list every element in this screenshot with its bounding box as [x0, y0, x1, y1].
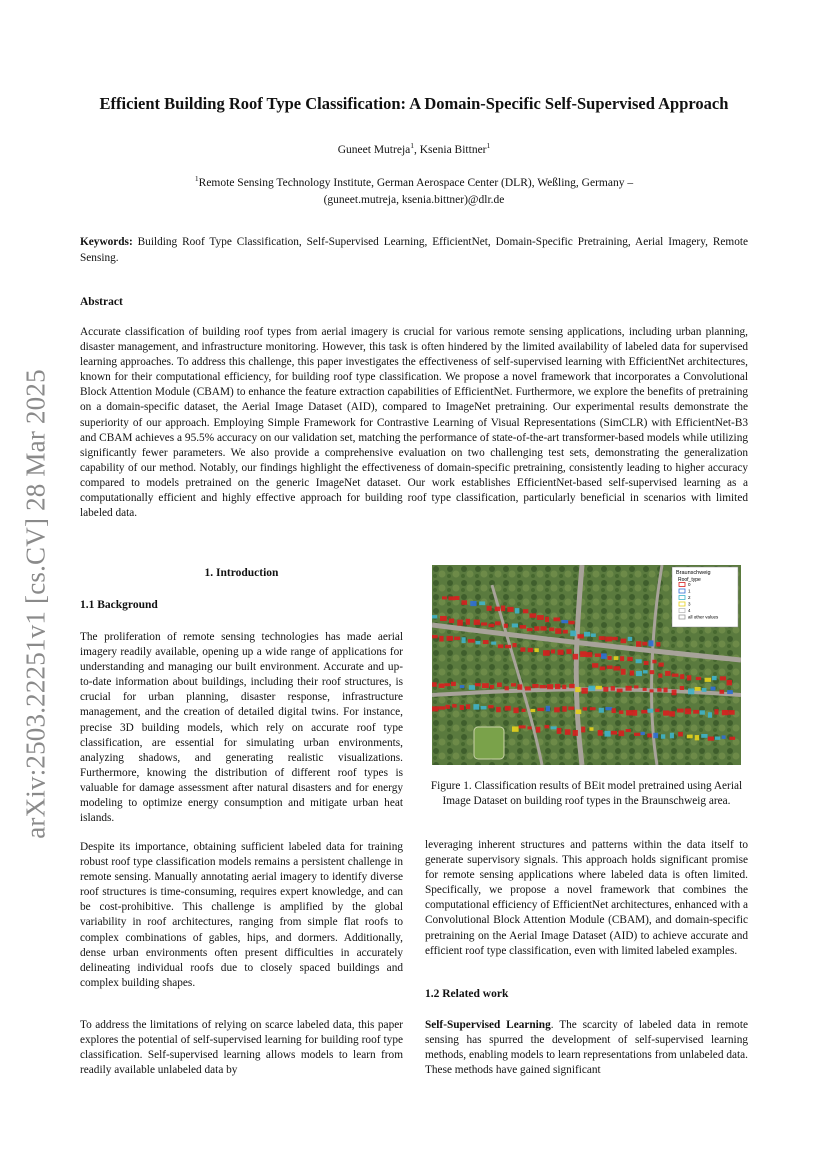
affiliation-mark: 1 — [194, 174, 199, 184]
roof-polygon — [626, 729, 631, 732]
paragraph-related-work-text: . The scarcity of labeled data in remote sensing has spurred the development of self-supervised learning methods, enabling models to learn representations from unlabeled data. These methods have gained significant — [425, 1019, 748, 1077]
roof-polygon — [573, 730, 578, 736]
roof-polygon — [626, 686, 632, 691]
roof-polygon — [525, 686, 531, 690]
roof-polygon — [607, 656, 611, 660]
roof-polygon — [545, 725, 550, 728]
roof-polygon — [664, 688, 668, 693]
roof-polygon — [488, 624, 494, 627]
roof-polygon — [599, 708, 604, 713]
roof-polygon — [627, 657, 632, 661]
roof-polygon — [641, 732, 645, 735]
roof-polygon — [648, 640, 653, 646]
roof-polygon — [652, 660, 656, 664]
roof-polygon — [495, 607, 500, 612]
roof-polygon — [685, 708, 691, 714]
roof-polygon — [495, 621, 501, 625]
roof-polygon — [580, 651, 586, 657]
roof-polygon — [650, 689, 654, 692]
roof-polygon — [658, 673, 662, 677]
roof-polygon — [505, 686, 509, 690]
roof-polygon — [562, 685, 566, 689]
roof-polygon — [605, 637, 612, 642]
roof-polygon — [507, 607, 513, 612]
roof-polygon — [708, 737, 714, 741]
roof-polygon — [727, 680, 732, 685]
roof-polygon — [655, 709, 659, 712]
roof-polygon — [481, 622, 487, 625]
roof-polygon — [650, 670, 655, 674]
roof-polygon — [598, 730, 603, 736]
roof-polygon — [440, 616, 447, 621]
roof-polygon — [551, 649, 555, 653]
roof-polygon — [611, 731, 617, 735]
roof-polygon — [729, 737, 735, 740]
roof-polygon — [705, 678, 711, 682]
roof-polygon — [643, 688, 647, 691]
roof-polygon — [636, 659, 642, 663]
author-1-affil-mark: 1 — [410, 141, 414, 151]
roof-polygon — [566, 649, 571, 654]
legend-item-label: 3 — [688, 601, 691, 607]
roof-polygon — [591, 633, 596, 636]
roof-polygon — [577, 634, 583, 638]
roof-polygon — [497, 683, 502, 687]
roof-polygon — [643, 670, 648, 673]
roof-polygon — [647, 734, 651, 738]
roof-polygon — [568, 621, 574, 625]
legend-item-label: 2 — [688, 595, 691, 600]
roof-polygon — [482, 683, 489, 688]
roof-polygon — [512, 624, 518, 628]
roof-polygon — [534, 626, 539, 631]
roof-polygon — [504, 624, 508, 628]
roof-polygon — [468, 639, 475, 643]
roof-polygon — [505, 706, 511, 711]
roof-polygon — [517, 684, 522, 689]
roof-polygon — [621, 669, 626, 675]
roof-polygon — [630, 670, 634, 675]
roof-polygon — [696, 677, 701, 680]
roof-polygon — [432, 635, 438, 638]
author-separator: , — [414, 144, 420, 156]
roof-polygon — [545, 617, 549, 622]
affiliation-institute: Remote Sensing Technology Institute, German Aerospace Center (DLR), Weßling, Germany – — [198, 177, 634, 189]
roof-polygon — [439, 636, 443, 642]
roof-polygon — [432, 682, 437, 687]
roof-polygon — [583, 707, 587, 710]
roof-polygon — [512, 643, 516, 647]
figure-1-caption: Figure 1. Classification results of BEit model pretrained using Aerial Image Dataset on building roof types in the Braunschweig area. — [430, 780, 743, 808]
roof-polygon — [505, 645, 511, 648]
author-list — [80, 141, 748, 156]
roof-polygon — [555, 628, 561, 634]
roof-polygon — [540, 685, 547, 688]
legend-item-label: 0 — [688, 582, 691, 587]
roof-polygon — [636, 641, 641, 647]
roof-polygon — [599, 636, 605, 640]
roof-polygon — [634, 685, 638, 688]
abstract-text: Accurate classification of building roof types from aerial imagery is crucial for various remote sensing applications, including urban planning, disaster management, and infrastructure monitoring. However, this task is often hindered by the limited availability of labeled data for supervised learning approaches. To address this challenge, this paper investigates the effectiveness of self-supervised learning with EfficientNet architectures, known for their computational efficiency, for building roof type classification. We propose a novel framework that incorporates a Convolutional Block Attention Module (CBAM) to enhance the feature extraction capabilities of EfficientNet. Furthermore, we explore the benefits of pretraining on a domain-specific dataset, the Aerial Image Dataset (AID), compared to ImageNet pretraining. Our experimental results demonstrate the superiority of our approach. Employing Simple Framework for Contrastive Learning of Visual Representations (SimCLR) with EfficientNet-B3 and CBAM achieves a 95.5% accuracy on our validation set, matching the performance of state-of-the-art transformer-based models while utilizing significantly fewer parameters. We also provide a comprehensive evaluation on two challenging test sets, demonstrating the generalization capability of our method. Notably, our findings highlight the effectiveness of domain-specific pretraining, consistently leading to higher accuracy compared to models pretrained on the generic ImageNet dataset. Our work establishes EfficientNet-based self-supervised learning as a computationally efficient and highly effective approach for building roof type classification, particularly beneficial in scenarios with limited labeled data. — [80, 326, 748, 520]
roof-polygon — [432, 615, 437, 618]
aerial-map-image — [432, 565, 741, 765]
roof-polygon — [540, 626, 546, 630]
roof-polygon — [490, 685, 494, 689]
arxiv-sidebar-stamp — [10, 358, 62, 850]
roof-polygon — [613, 666, 620, 670]
roof-polygon — [701, 734, 707, 738]
roof-polygon — [589, 727, 593, 731]
roof-polygon — [601, 653, 607, 658]
roof-polygon — [644, 661, 649, 665]
roof-polygon — [729, 710, 735, 715]
roof-polygon — [562, 706, 566, 711]
roof-polygon — [549, 627, 554, 631]
roof-polygon — [657, 688, 661, 692]
roof-polygon — [714, 709, 718, 714]
roof-polygon — [515, 608, 520, 613]
roof-polygon — [695, 735, 699, 740]
author-2-affil-mark: 1 — [486, 141, 491, 151]
roof-polygon — [451, 682, 456, 686]
roof-polygon — [528, 648, 533, 652]
roof-polygon — [498, 644, 503, 648]
roof-polygon — [522, 709, 526, 712]
roof-polygon — [551, 726, 557, 729]
paper-title: Efficient Building Roof Type Classification: A Domain-Specific Self-Supervised Approach — [99, 94, 729, 113]
roof-polygon — [628, 637, 632, 641]
roof-polygon — [439, 683, 445, 687]
roof-polygon — [619, 710, 624, 714]
roof-polygon — [432, 706, 438, 711]
roof-polygon — [607, 666, 613, 669]
roof-polygon — [647, 709, 653, 713]
roof-polygon — [632, 710, 637, 716]
arxiv-identifier: arXiv:2503.22251v1 [cs.CV] 28 Mar 2025 — [20, 369, 51, 839]
roof-polygon — [534, 648, 538, 652]
map-legend — [672, 567, 738, 627]
roof-polygon — [663, 710, 669, 715]
roof-polygon — [501, 606, 505, 612]
roof-polygon — [442, 596, 447, 599]
subsection-heading-background: 1.1 Background — [80, 599, 158, 611]
roof-polygon — [595, 653, 601, 657]
roof-polygon — [557, 728, 562, 734]
roof-polygon — [720, 676, 726, 680]
roof-polygon — [454, 637, 460, 640]
roof-polygon — [460, 705, 464, 710]
roof-polygon — [445, 705, 449, 709]
legend-item-label: 4 — [688, 608, 691, 613]
roof-polygon — [470, 601, 476, 606]
roof-polygon — [554, 707, 560, 712]
roof-polygon — [452, 704, 456, 708]
roof-polygon — [519, 725, 526, 728]
roof-polygon — [722, 735, 726, 739]
roof-polygon — [642, 642, 647, 646]
roof-polygon — [523, 609, 528, 613]
roof-polygon — [570, 631, 576, 637]
roof-polygon — [445, 683, 450, 686]
roof-polygon — [511, 683, 516, 686]
affiliation-emails: (guneet.mutreja, ksenia.bittner)@dlr.de — [323, 194, 505, 206]
roof-polygon — [532, 684, 538, 688]
roof-polygon — [626, 710, 632, 715]
roof-polygon — [584, 632, 590, 637]
roof-polygon — [665, 671, 670, 676]
roof-polygon — [438, 706, 445, 709]
roof-polygon — [603, 687, 608, 692]
roof-polygon — [727, 690, 733, 694]
roof-polygon — [449, 619, 454, 623]
roof-polygon — [455, 596, 460, 600]
roof-polygon — [527, 726, 531, 729]
roof-polygon — [546, 706, 550, 712]
roof-polygon — [693, 710, 699, 714]
roof-polygon — [617, 689, 623, 693]
roof-polygon — [568, 707, 574, 710]
roof-polygon — [677, 709, 684, 713]
roof-polygon — [575, 687, 580, 692]
author-2: Ksenia Bittner — [419, 144, 487, 156]
legend-item-label: 1 — [688, 588, 691, 594]
roof-polygon — [527, 628, 533, 631]
run-in-heading-ssl: Self-Supervised Learning — [425, 1019, 551, 1031]
roof-polygon — [621, 639, 627, 644]
roof-polygon — [661, 734, 665, 738]
roof-polygon — [461, 600, 467, 605]
roof-polygon — [592, 663, 598, 667]
keywords-label: Keywords: — [80, 236, 133, 248]
roof-polygon — [719, 690, 724, 694]
roof-polygon — [680, 686, 684, 690]
roof-polygon — [715, 736, 721, 739]
roof-polygon — [447, 636, 453, 641]
roof-polygon — [520, 625, 526, 629]
roof-polygon — [474, 620, 480, 625]
roof-polygon — [695, 687, 701, 691]
roof-polygon — [605, 707, 612, 710]
legend-item-label: all other values — [688, 614, 719, 620]
roof-polygon — [688, 688, 694, 694]
legend-title: Braunschweig — [676, 570, 711, 576]
roof-polygon — [588, 686, 595, 691]
roof-polygon — [653, 733, 658, 738]
paragraph-intro-continued: leveraging inherent structures and patterns within the data itself to generate supervisory signals. This approach holds significant promise for remote sensing applications where labeled data is often limited. Specifically, we propose a novel framework that combines the computational efficiency of EfficientNet architectures, enhanced with a Convolutional Block Attention Module (CBAM), and domain-specific pretraining on the Aerial Image Dataset (AID) to achieve accurate and efficient roof type classification, even with limited labeled examples. — [425, 839, 748, 957]
roof-polygon — [466, 619, 470, 625]
roof-polygon — [604, 731, 610, 737]
roof-polygon — [537, 708, 544, 711]
roof-polygon — [576, 709, 582, 714]
roof-polygon — [555, 684, 560, 689]
roof-polygon — [457, 620, 463, 626]
roof-polygon — [536, 727, 541, 733]
roof-polygon — [581, 727, 585, 733]
roof-polygon — [448, 596, 455, 600]
roof-polygon — [553, 617, 560, 621]
paragraph-related-work-1 — [425, 1018, 748, 1078]
affiliation-line-1 — [100, 175, 728, 192]
roof-polygon — [543, 650, 550, 656]
roof-polygon — [687, 675, 691, 680]
roof-polygon — [711, 687, 716, 691]
roof-polygon — [634, 733, 640, 736]
roof-polygon — [708, 712, 712, 717]
roof-polygon — [687, 735, 693, 739]
roof-polygon — [469, 685, 475, 690]
roof-polygon — [479, 601, 485, 605]
author-1: Guneet Mutreja — [337, 144, 411, 156]
roof-polygon — [658, 663, 663, 667]
roof-polygon — [670, 733, 674, 739]
roof-polygon — [563, 630, 568, 634]
section-heading-introduction: 1. Introduction — [204, 567, 279, 579]
roof-polygon — [573, 654, 578, 660]
roof-polygon — [581, 688, 587, 694]
roof-polygon — [488, 705, 493, 708]
roof-polygon — [656, 642, 660, 646]
paragraph-background-3: To address the limitations of relying on scarce labeled data, this paper explores the potential of self-supervised learning for building roof type classification. Self-supervised learning allows models to learn from readily available unlabeled data by — [80, 1019, 403, 1077]
roof-polygon — [619, 730, 625, 736]
roof-polygon — [565, 729, 571, 735]
roof-polygon — [476, 641, 481, 645]
roof-polygon — [669, 711, 675, 716]
subsection-heading-related-work: 1.2 Related work — [425, 988, 509, 1000]
figure-1-aerial-map — [432, 565, 741, 765]
roof-polygon — [586, 652, 592, 657]
roof-polygon — [487, 606, 492, 611]
roof-polygon — [569, 684, 574, 688]
roof-polygon — [547, 684, 553, 689]
roof-polygon — [483, 640, 489, 644]
roof-polygon — [530, 709, 535, 712]
roof-polygon — [612, 708, 616, 713]
roof-polygon — [561, 620, 568, 623]
roof-polygon — [702, 688, 707, 692]
roof-polygon — [460, 685, 465, 688]
roof-polygon — [672, 674, 679, 677]
roof-polygon — [466, 704, 470, 709]
roof-polygon — [700, 710, 705, 714]
roof-polygon — [596, 686, 602, 690]
keywords — [80, 234, 748, 266]
roof-polygon — [590, 707, 596, 710]
legend-subtitle: Roof_type — [678, 577, 701, 583]
roof-polygon — [529, 613, 536, 617]
affiliation — [100, 175, 728, 209]
roof-polygon — [641, 710, 648, 714]
roof-polygon — [475, 683, 481, 686]
paragraph-background-1: The proliferation of remote sensing technologies has made aerial imagery readily available, opening up a wide range of applications for understanding and managing our built environment. Accurate and up-to-date information about buildings, including their roof structures, is crucial for urban planning, disaster response, infrastructure management, and the creation of detailed digital twins. For instance, precise 3D building models, which rely on accurate roof type classification, are essential for simulating urban environments, analyzing shadows, and generating realistic visualizations. Furthermore, knowing the distribution of different roof types is valuable for damage assessment after natural disasters and for energy modeling to optimize energy consumption and mitigate urban heat islands. — [80, 631, 403, 825]
roof-polygon — [481, 706, 487, 709]
abstract-heading: Abstract — [80, 296, 123, 308]
roof-polygon — [636, 671, 642, 676]
roof-polygon — [712, 676, 717, 680]
roof-polygon — [722, 710, 729, 715]
roof-polygon — [496, 707, 501, 712]
roof-polygon — [678, 732, 683, 737]
roof-polygon — [612, 637, 618, 640]
roof-polygon — [462, 637, 466, 643]
roof-polygon — [614, 656, 619, 660]
roof-polygon — [620, 656, 624, 661]
roof-polygon — [520, 647, 525, 651]
roof-polygon — [611, 686, 615, 691]
roof-polygon — [600, 666, 606, 670]
roof-polygon — [491, 642, 496, 645]
roof-polygon — [558, 650, 564, 655]
roof-polygon — [537, 615, 544, 620]
roof-polygon — [680, 674, 684, 679]
roof-polygon — [513, 708, 518, 714]
paragraph-background-2: Despite its importance, obtaining sufficient labeled data for training robust roof type classification models remains a persistent challenge in remote sensing. Manually annotating aerial imagery to identify diverse roof structures is time-consuming, requires expert knowledge, and can be cost-prohibitive. This challenge is amplified by the global variability in roof architectures, ranging from simple flat roofs to complex combinations of gables, hips, and dormers. Additionally, dense urban environments often present difficulties in accurately delineating individual roofs due to closely spaced buildings and complex building shapes. — [80, 841, 403, 989]
roof-polygon — [672, 690, 677, 696]
keywords-text: Building Roof Type Classification, Self-Supervised Learning, EfficientNet, Domain-Specific Pretraining, Aerial Imagery, Remote Sensing. — [80, 236, 748, 264]
roof-polygon — [473, 704, 479, 710]
roof-polygon — [512, 726, 519, 731]
